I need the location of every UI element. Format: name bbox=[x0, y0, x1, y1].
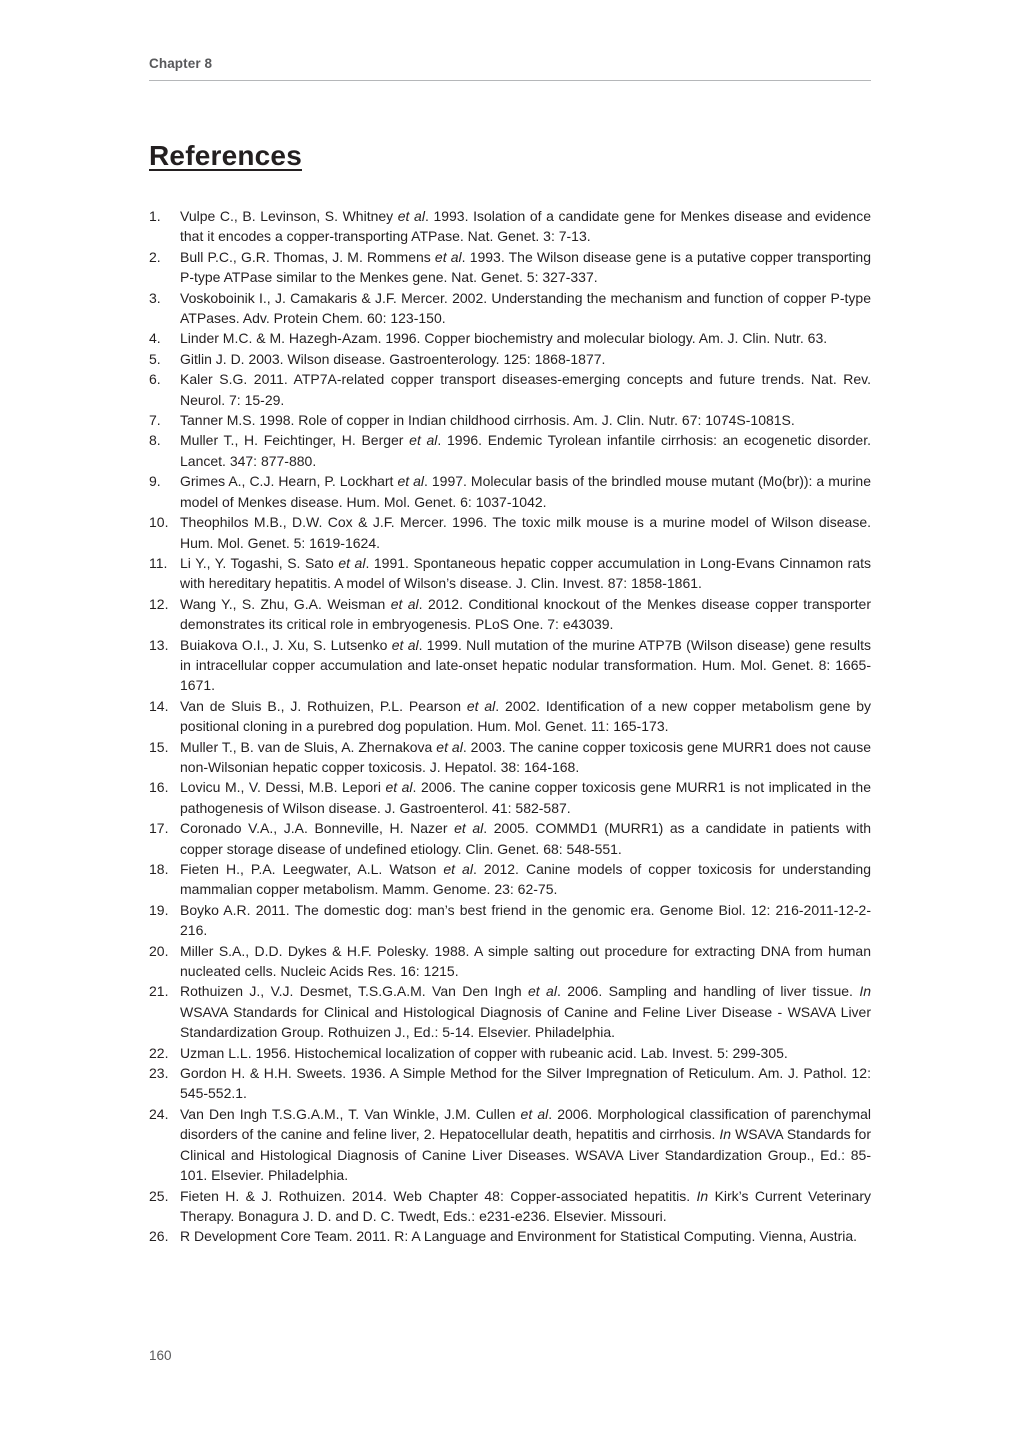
reference-number: 4. bbox=[149, 330, 161, 347]
reference-number: 24. bbox=[149, 1105, 169, 1122]
reference-text: Voskoboinik I., J. Camakaris & J.F. Mercer. 2002. Understanding the mechanism and function of copper P-type ATPases. Adv. Protein Chem. 60: 123-150. bbox=[180, 289, 871, 327]
reference-item bbox=[149, 1063, 871, 1104]
reference-number: 8. bbox=[149, 432, 161, 449]
reference-item bbox=[149, 1104, 871, 1186]
reference-item bbox=[149, 818, 871, 859]
reference-text: Muller T., H. Feichtinger, H. Berger et al. 1996. Endemic Tyrolean infantile cirrhosis: an ecogenetic disorder. Lancet. 347: 877-880. bbox=[180, 432, 871, 469]
reference-item bbox=[149, 471, 871, 512]
reference-item bbox=[149, 206, 871, 247]
reference-number: 22. bbox=[149, 1044, 169, 1061]
reference-item bbox=[149, 553, 871, 594]
reference-item bbox=[149, 369, 871, 410]
reference-number: 11. bbox=[149, 554, 168, 571]
reference-number: 13. bbox=[149, 636, 169, 653]
reference-text: Buiakova O.I., J. Xu, S. Lutsenko et al. 1999. Null mutation of the murine ATP7B (Wilson disease) gene results in intracellular copper accumulation and late-onset hepatic nodular transformation. Hum. Mol. Genet. 8: 1665-1671. bbox=[180, 636, 871, 694]
reference-text: Boyko A.R. 2011. The domestic dog: man’s best friend in the genomic era. Genome Biol. 12: 216-2011-12-2-216. bbox=[180, 901, 871, 939]
reference-number: 7. bbox=[149, 412, 161, 429]
reference-item bbox=[149, 777, 871, 818]
reference-number: 14. bbox=[149, 697, 169, 714]
reference-text: Miller S.A., D.D. Dykes & H.F. Polesky. 1988. A simple salting out procedure for extracting DNA from human nucleated cells. Nucleic Acids Res. 16: 1215. bbox=[180, 942, 871, 980]
reference-number: 21. bbox=[149, 983, 169, 1000]
reference-number: 10. bbox=[149, 514, 169, 531]
reference-number: 6. bbox=[149, 371, 161, 388]
reference-item bbox=[149, 1226, 871, 1246]
reference-item bbox=[149, 900, 871, 941]
reference-number: 23. bbox=[149, 1065, 169, 1082]
reference-text: Linder M.C. & M. Hazegh-Azam. 1996. Copper biochemistry and molecular biology. Am. J. Clin. Nutr. 63. bbox=[180, 330, 828, 347]
reference-number: 9. bbox=[149, 473, 161, 490]
references-list bbox=[149, 206, 871, 1247]
reference-number: 26. bbox=[149, 1228, 169, 1245]
reference-number: 15. bbox=[149, 738, 169, 755]
reference-item bbox=[149, 349, 871, 369]
reference-item bbox=[149, 410, 871, 430]
reference-text: Fieten H., P.A. Leegwater, A.L. Watson et al. 2012. Canine models of copper toxicosis for understanding mammalian copper metabolism. Mamm. Genome. 23: 62-75. bbox=[180, 861, 872, 898]
reference-text: Li Y., Y. Togashi, S. Sato et al. 1991. Spontaneous hepatic copper accumulation in Long-Evans Cinnamon rats with hereditary hepatitis. A model of Wilson’s disease. J. Clin. Invest. 87: 1858-1861. bbox=[180, 554, 872, 592]
reference-item bbox=[149, 430, 871, 471]
reference-text: Rothuizen J., V.J. Desmet, T.S.G.A.M. Van Den Ingh et al. 2006. Sampling and handling of liver tissue. In WSAVA Standards for Clinical and Histological Diagnosis of Canine and Feline Liver Disease - WSAVA Liver Standardization Group. Rothuizen J., Ed.: 5-14. Elsevier. Philadelphia. bbox=[180, 983, 871, 1041]
reference-text: Coronado V.A., J.A. Bonneville, H. Nazer et al. 2005. COMMD1 (MURR1) as a candidate in patients with copper storage disease of undefined etiology. Clin. Genet. 68: 548-551. bbox=[180, 820, 871, 857]
page-number: 160 bbox=[149, 1348, 172, 1363]
reference-item bbox=[149, 737, 871, 778]
reference-item bbox=[149, 1043, 871, 1063]
reference-item bbox=[149, 635, 871, 696]
reference-text: Grimes A., C.J. Hearn, P. Lockhart et al. 1997. Molecular basis of the brindled mouse mutant (Mo(br)): a murine model of Menkes disease. Hum. Mol. Genet. 6: 1037-1042. bbox=[180, 473, 871, 510]
reference-number: 17. bbox=[149, 820, 169, 837]
reference-text: Gitlin J. D. 2003. Wilson disease. Gastroenterology. 125: 1868-1877. bbox=[180, 350, 606, 367]
chapter-header: Chapter 8 bbox=[149, 56, 871, 81]
reference-text: Lovicu M., V. Dessi, M.B. Lepori et al. 2006. The canine copper toxicosis gene MURR1 is not implicated in the pathogenesis of Wilson disease. J. Gastroenterol. 41: 582-587. bbox=[180, 779, 871, 816]
reference-number: 20. bbox=[149, 942, 169, 959]
reference-item bbox=[149, 859, 871, 900]
reference-text: Fieten H. & J. Rothuizen. 2014. Web Chapter 48: Copper-associated hepatitis. In Kirk’s Current Veterinary Therapy. Bonagura J. D. and D. C. Twedt, Eds.: e231-e236. Elsevier. Missouri. bbox=[180, 1187, 871, 1224]
reference-text: Van de Sluis B., J. Rothuizen, P.L. Pearson et al. 2002. Identification of a new copper metabolism gene by positional cloning in a purebred dog population. Hum. Mol. Genet. 11: 165-173. bbox=[180, 697, 871, 735]
reference-text: Gordon H. & H.H. Sweets. 1936. A Simple Method for the Silver Impregnation of Reticulum. Am. J. Pathol. 12: 545-552.1. bbox=[180, 1065, 871, 1102]
reference-number: 16. bbox=[149, 779, 169, 796]
reference-text: Theophilos M.B., D.W. Cox & J.F. Mercer. 1996. The toxic milk mouse is a murine model of Wilson disease. Hum. Mol. Genet. 5: 1619-1624. bbox=[180, 514, 871, 551]
reference-text: Van Den Ingh T.S.G.A.M., T. Van Winkle, J.M. Cullen et al. 2006. Morphological classification of parenchymal disorders of the canine and feline liver, 2. Hepatocellular death, hepatitis and cirrhosis. In WSAVA Standards for Clinical and Histological Diagnosis of Canine Liver Diseases. WSAVA Liver Standardization Group., Ed.: 85-101. Elsevier. Philadelphia. bbox=[180, 1105, 871, 1184]
reference-item bbox=[149, 247, 871, 288]
reference-number: 12. bbox=[149, 595, 169, 612]
reference-text: Kaler S.G. 2011. ATP7A-related copper transport diseases-emerging concepts and future trends. Nat. Rev. Neurol. 7: 15-29. bbox=[180, 371, 871, 408]
reference-number: 3. bbox=[149, 289, 161, 306]
reference-item bbox=[149, 696, 871, 737]
reference-number: 2. bbox=[149, 248, 161, 265]
reference-number: 25. bbox=[149, 1187, 169, 1204]
reference-text: R Development Core Team. 2011. R: A Language and Environment for Statistical Computing. Vienna, Austria. bbox=[180, 1228, 858, 1245]
reference-number: 18. bbox=[149, 861, 169, 877]
reference-number: 19. bbox=[149, 901, 169, 918]
reference-text: Muller T., B. van de Sluis, A. Zhernakova et al. 2003. The canine copper toxicosis gene MURR1 does not cause non-Wilsonian hepatic copper toxicosis. J. Hepatol. 38: 164-168. bbox=[180, 738, 871, 775]
reference-item bbox=[149, 512, 871, 553]
reference-item bbox=[149, 328, 871, 348]
reference-number: 1. bbox=[149, 208, 161, 224]
reference-text: Bull P.C., G.R. Thomas, J. M. Rommens et al. 1993. The Wilson disease gene is a putative copper transporting P-type ATPase similar to the Menkes gene. Nat. Genet. 5: 327-337. bbox=[180, 248, 872, 286]
reference-item bbox=[149, 981, 871, 1042]
reference-text: Vulpe C., B. Levinson, S. Whitney et al. 1993. Isolation of a candidate gene for Menkes disease and evidence that it encodes a copper-transporting ATPase. Nat. Genet. 3: 7-13. bbox=[180, 208, 871, 245]
reference-item bbox=[149, 1186, 871, 1227]
reference-text: Tanner M.S. 1998. Role of copper in Indian childhood cirrhosis. Am. J. Clin. Nutr. 67: 1074S-1081S. bbox=[180, 412, 795, 429]
reference-item bbox=[149, 594, 871, 635]
reference-item bbox=[149, 941, 871, 982]
reference-item bbox=[149, 288, 871, 329]
reference-text: Uzman L.L. 1956. Histochemical localization of copper with rubeanic acid. Lab. Invest. 5: 299-305. bbox=[180, 1044, 788, 1061]
reference-text: Wang Y., S. Zhu, G.A. Weisman et al. 2012. Conditional knockout of the Menkes disease copper transporter demonstrates its critical role in embryogenesis. PLoS One. 7: e43039. bbox=[180, 595, 871, 633]
page-title: References bbox=[149, 140, 302, 171]
reference-number: 5. bbox=[149, 350, 161, 367]
